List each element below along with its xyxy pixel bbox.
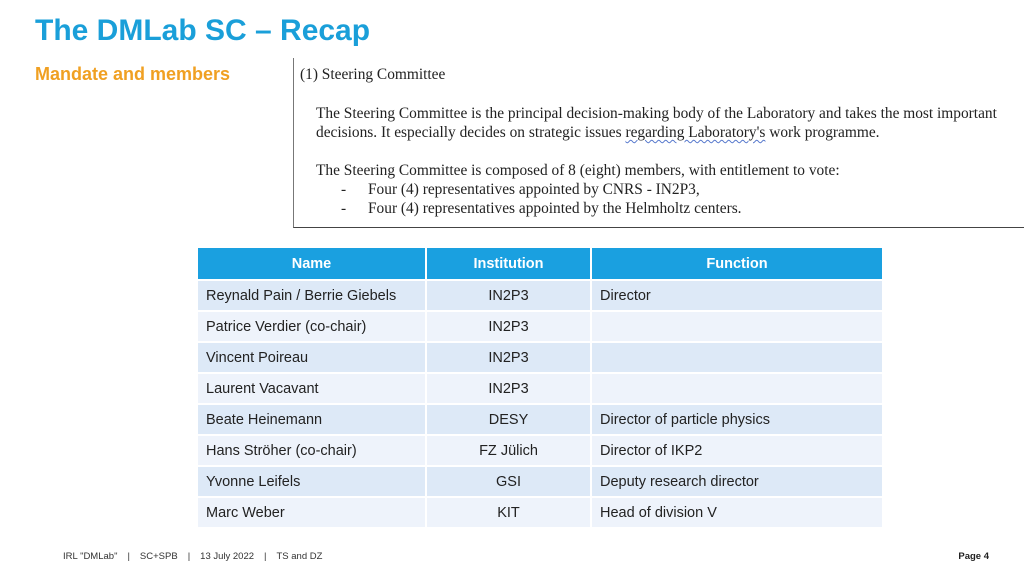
mandate-excerpt-image (293, 58, 1024, 228)
table-row (198, 435, 882, 466)
footer-separator: | (264, 551, 267, 562)
cell-institution: IN2P3 (426, 373, 591, 404)
excerpt-paragraph-1-end: work programme. (765, 124, 880, 141)
footer-meeting: SC+SPB (139, 551, 178, 562)
cell-name: Marc Weber (198, 497, 426, 528)
table-header-row (198, 248, 882, 280)
cell-institution: DESY (426, 404, 591, 435)
excerpt-list-bullet: - (341, 181, 347, 198)
footer-authors: TS and DZ (276, 551, 323, 562)
footer-date: 13 July 2022 (200, 551, 255, 562)
cell-name: Vincent Poireau (198, 342, 426, 373)
excerpt-list-text: Four (4) representatives appointed by the Helmholtz centers. (368, 200, 742, 217)
slide-title: The DMLab SC – Recap (35, 14, 371, 47)
excerpt-heading: (1) Steering Committee (300, 66, 446, 83)
excerpt-paragraph-2-text: The Steering Committee is composed of 8 (eight) members, with entitlement to vote: (316, 162, 840, 179)
table-row (198, 404, 882, 435)
footer-separator: | (187, 551, 191, 562)
cell-function: Director (591, 280, 882, 311)
footer-separator: | (127, 551, 130, 562)
excerpt-marked-phrase: regarding Laboratory's (625, 124, 766, 141)
cell-function: Director of IKP2 (591, 435, 882, 466)
cell-name: Patrice Verdier (co-chair) (198, 311, 426, 342)
cell-institution: KIT (426, 497, 591, 528)
excerpt-list-text: Four (4) representatives appointed by CNRS - IN2P3, (368, 181, 700, 198)
column-header-name: Name (198, 248, 426, 280)
footer-project: IRL "DMLab" (63, 551, 118, 562)
cell-function: Director of particle physics (591, 404, 882, 435)
cell-name: Yvonne Leifels (198, 466, 426, 497)
cell-name: Hans Ströher (co-chair) (198, 435, 426, 466)
page-number: Page 4 (958, 551, 989, 562)
excerpt-list-item (316, 180, 1016, 199)
table-row (198, 280, 882, 311)
table-row (198, 373, 882, 404)
table-row (198, 497, 882, 528)
footer (63, 551, 322, 562)
cell-institution: IN2P3 (426, 311, 591, 342)
excerpt-paragraph-2 (316, 161, 1016, 218)
cell-institution: FZ Jülich (426, 435, 591, 466)
table-row (198, 466, 882, 497)
cell-function: Deputy research director (591, 466, 882, 497)
cell-institution: IN2P3 (426, 342, 591, 373)
excerpt-list-item (316, 199, 1016, 218)
table-row (198, 342, 882, 373)
column-header-function: Function (591, 248, 882, 280)
members-table (198, 248, 882, 529)
cell-function (591, 342, 882, 373)
excerpt-paragraph-1-text: The Steering Committee is the principal decision-making body of the Laboratory and takes the most important decisions. It especially decides on strategic issues (316, 105, 997, 141)
excerpt-list-bullet: - (341, 200, 347, 217)
cell-institution: IN2P3 (426, 280, 591, 311)
cell-function: Head of division V (591, 497, 882, 528)
cell-name: Reynald Pain / Berrie Giebels (198, 280, 426, 311)
cell-name: Laurent Vacavant (198, 373, 426, 404)
cell-institution: GSI (426, 466, 591, 497)
cell-name: Beate Heinemann (198, 404, 426, 435)
slide-subtitle: Mandate and members (35, 64, 231, 84)
cell-function (591, 311, 882, 342)
column-header-institution: Institution (426, 248, 591, 280)
excerpt-paragraph-1 (316, 104, 1016, 142)
table-row (198, 311, 882, 342)
cell-function (591, 373, 882, 404)
